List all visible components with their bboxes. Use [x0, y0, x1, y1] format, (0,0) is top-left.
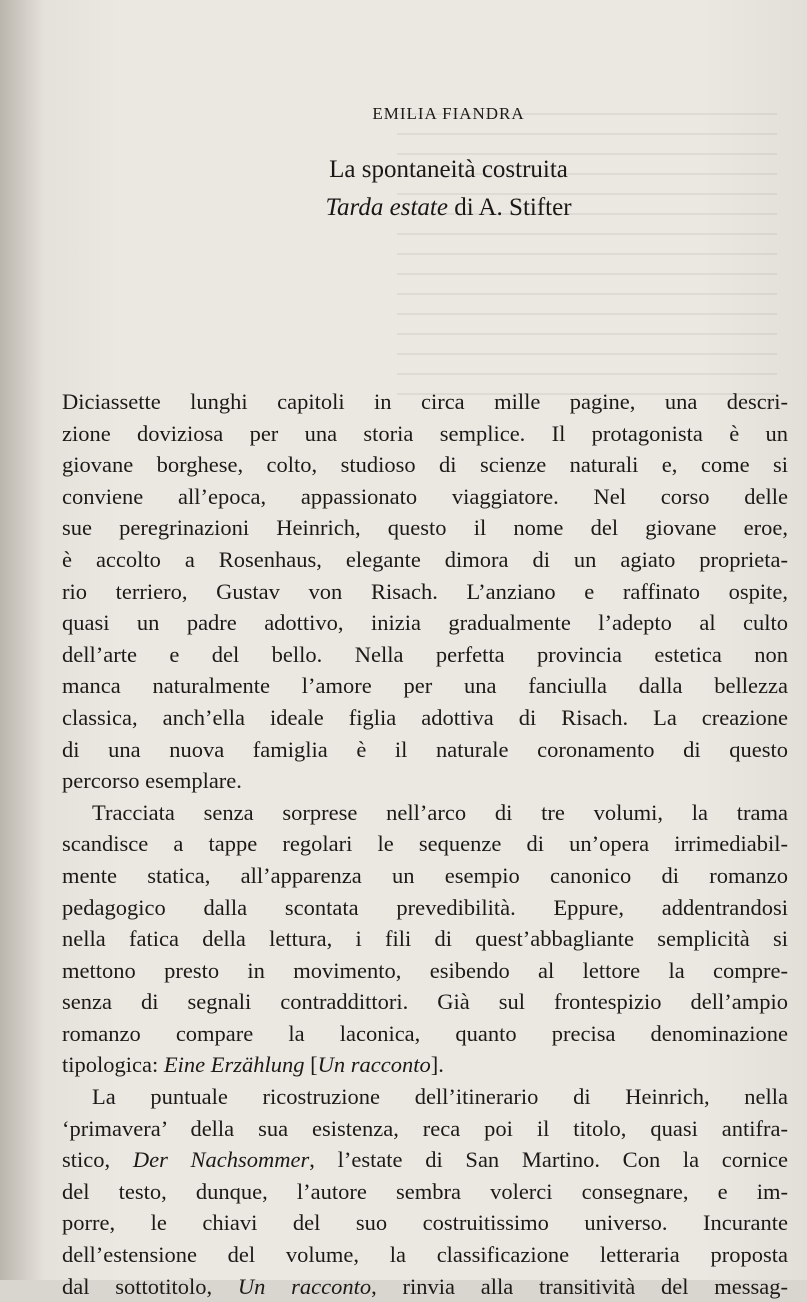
text-fragment: tipologica: [62, 1052, 164, 1078]
text-line: rio terriero, Gustav von Risach. L’anziano e raffinato ospite, [62, 578, 788, 604]
translated-title: Un racconto [317, 1052, 431, 1078]
text-line: porre, le chiavi del suo costruitissimo universo. Incurante [62, 1210, 788, 1236]
text-line: manca naturalmente l’amore per una fanciulla dalla bellezza [62, 673, 788, 699]
text-line [62, 1144, 788, 1176]
original-title: Eine Erzählung [163, 1052, 305, 1078]
text-line: romanzo compare la laconica, quanto precisa denominazione [62, 1020, 788, 1046]
text-line: senza di segnali contraddittori. Già sul frontespizio dell’ampio [62, 989, 788, 1015]
book-gutter [0, 0, 44, 1280]
text-fragment: , rinvia alla transitività del messag- [371, 1273, 788, 1299]
essay-subtitle [0, 194, 807, 222]
text-line: nella fatica della lettura, i fili di quest’abbagliante semplicità si [62, 926, 788, 952]
text-line: conviene all’epoca, appassionato viaggiatore. Nel corso delle [62, 483, 788, 509]
subtitle-author: di A. Stifter [447, 194, 572, 221]
text-line: zione doviziosa per una storia semplice. Il protagonista è un [62, 420, 788, 446]
translated-title: Un racconto [237, 1273, 372, 1299]
text-line: pedagogico dalla scontata prevedibilità. Eppure, addentrandosi [62, 894, 788, 920]
text-line [62, 1271, 788, 1302]
show-through-text [397, 95, 777, 395]
text-line: quasi un padre adottivo, inizia gradualmente l’adepto al culto [62, 610, 788, 636]
body-text [62, 386, 788, 1302]
text-line [62, 1049, 788, 1081]
text-line: giovane borghese, colto, studioso di scienze naturali e, come si [62, 452, 788, 478]
text-line: ‘primavera’ della sua esistenza, reca poi il titolo, quasi antifra- [62, 1115, 788, 1141]
author-name: EMILIA FIANDRA [372, 104, 525, 123]
text-line: mente statica, all’apparenza un esempio canonico di romanzo [62, 862, 788, 888]
text-line: è accolto a Rosenhaus, elegante dimora di un agiato proprieta- [62, 546, 788, 572]
text-fragment: ]. [430, 1052, 444, 1078]
text-line: scandisce a tappe regolari le sequenze di un’opera irrimediabil- [62, 831, 788, 857]
text-line: La puntuale ricostruzione dell’itinerario di Heinrich, nella [92, 1084, 788, 1110]
essay-title: La spontaneità costruita [329, 156, 568, 183]
original-title: Der Nachsommer [132, 1147, 310, 1173]
text-fragment: stico, [62, 1147, 133, 1173]
text-line: del testo, dunque, l’autore sembra volerci consegnare, e im- [62, 1178, 788, 1204]
subtitle-work-title: Tarda estate [325, 194, 448, 221]
text-fragment: dal sottotitolo, [62, 1273, 238, 1299]
text-line: dell’arte e del bello. Nella perfetta provincia estetica non [62, 641, 788, 667]
text-line: classica, anch’ella ideale figlia adottiva di Risach. La creazione [62, 704, 788, 730]
text-line: mettono presto in movimento, esibendo al lettore la compre- [62, 957, 788, 983]
text-line: dell’estensione del volume, la classificazione letteraria proposta [62, 1242, 788, 1268]
text-line: sue peregrinazioni Heinrich, questo il nome del giovane eroe, [62, 515, 788, 541]
text-fragment: [ [304, 1052, 318, 1078]
text-line: percorso esemplare. [62, 768, 242, 794]
text-fragment: , l’estate di San Martino. Con la cornice [309, 1147, 789, 1173]
text-line: di una nuova famiglia è il naturale coronamento di questo [62, 736, 788, 762]
text-line: Diciassette lunghi capitoli in circa mille pagine, una descri- [62, 389, 788, 414]
text-line: Tracciata senza sorprese nell’arco di tre volumi, la trama [92, 799, 788, 825]
